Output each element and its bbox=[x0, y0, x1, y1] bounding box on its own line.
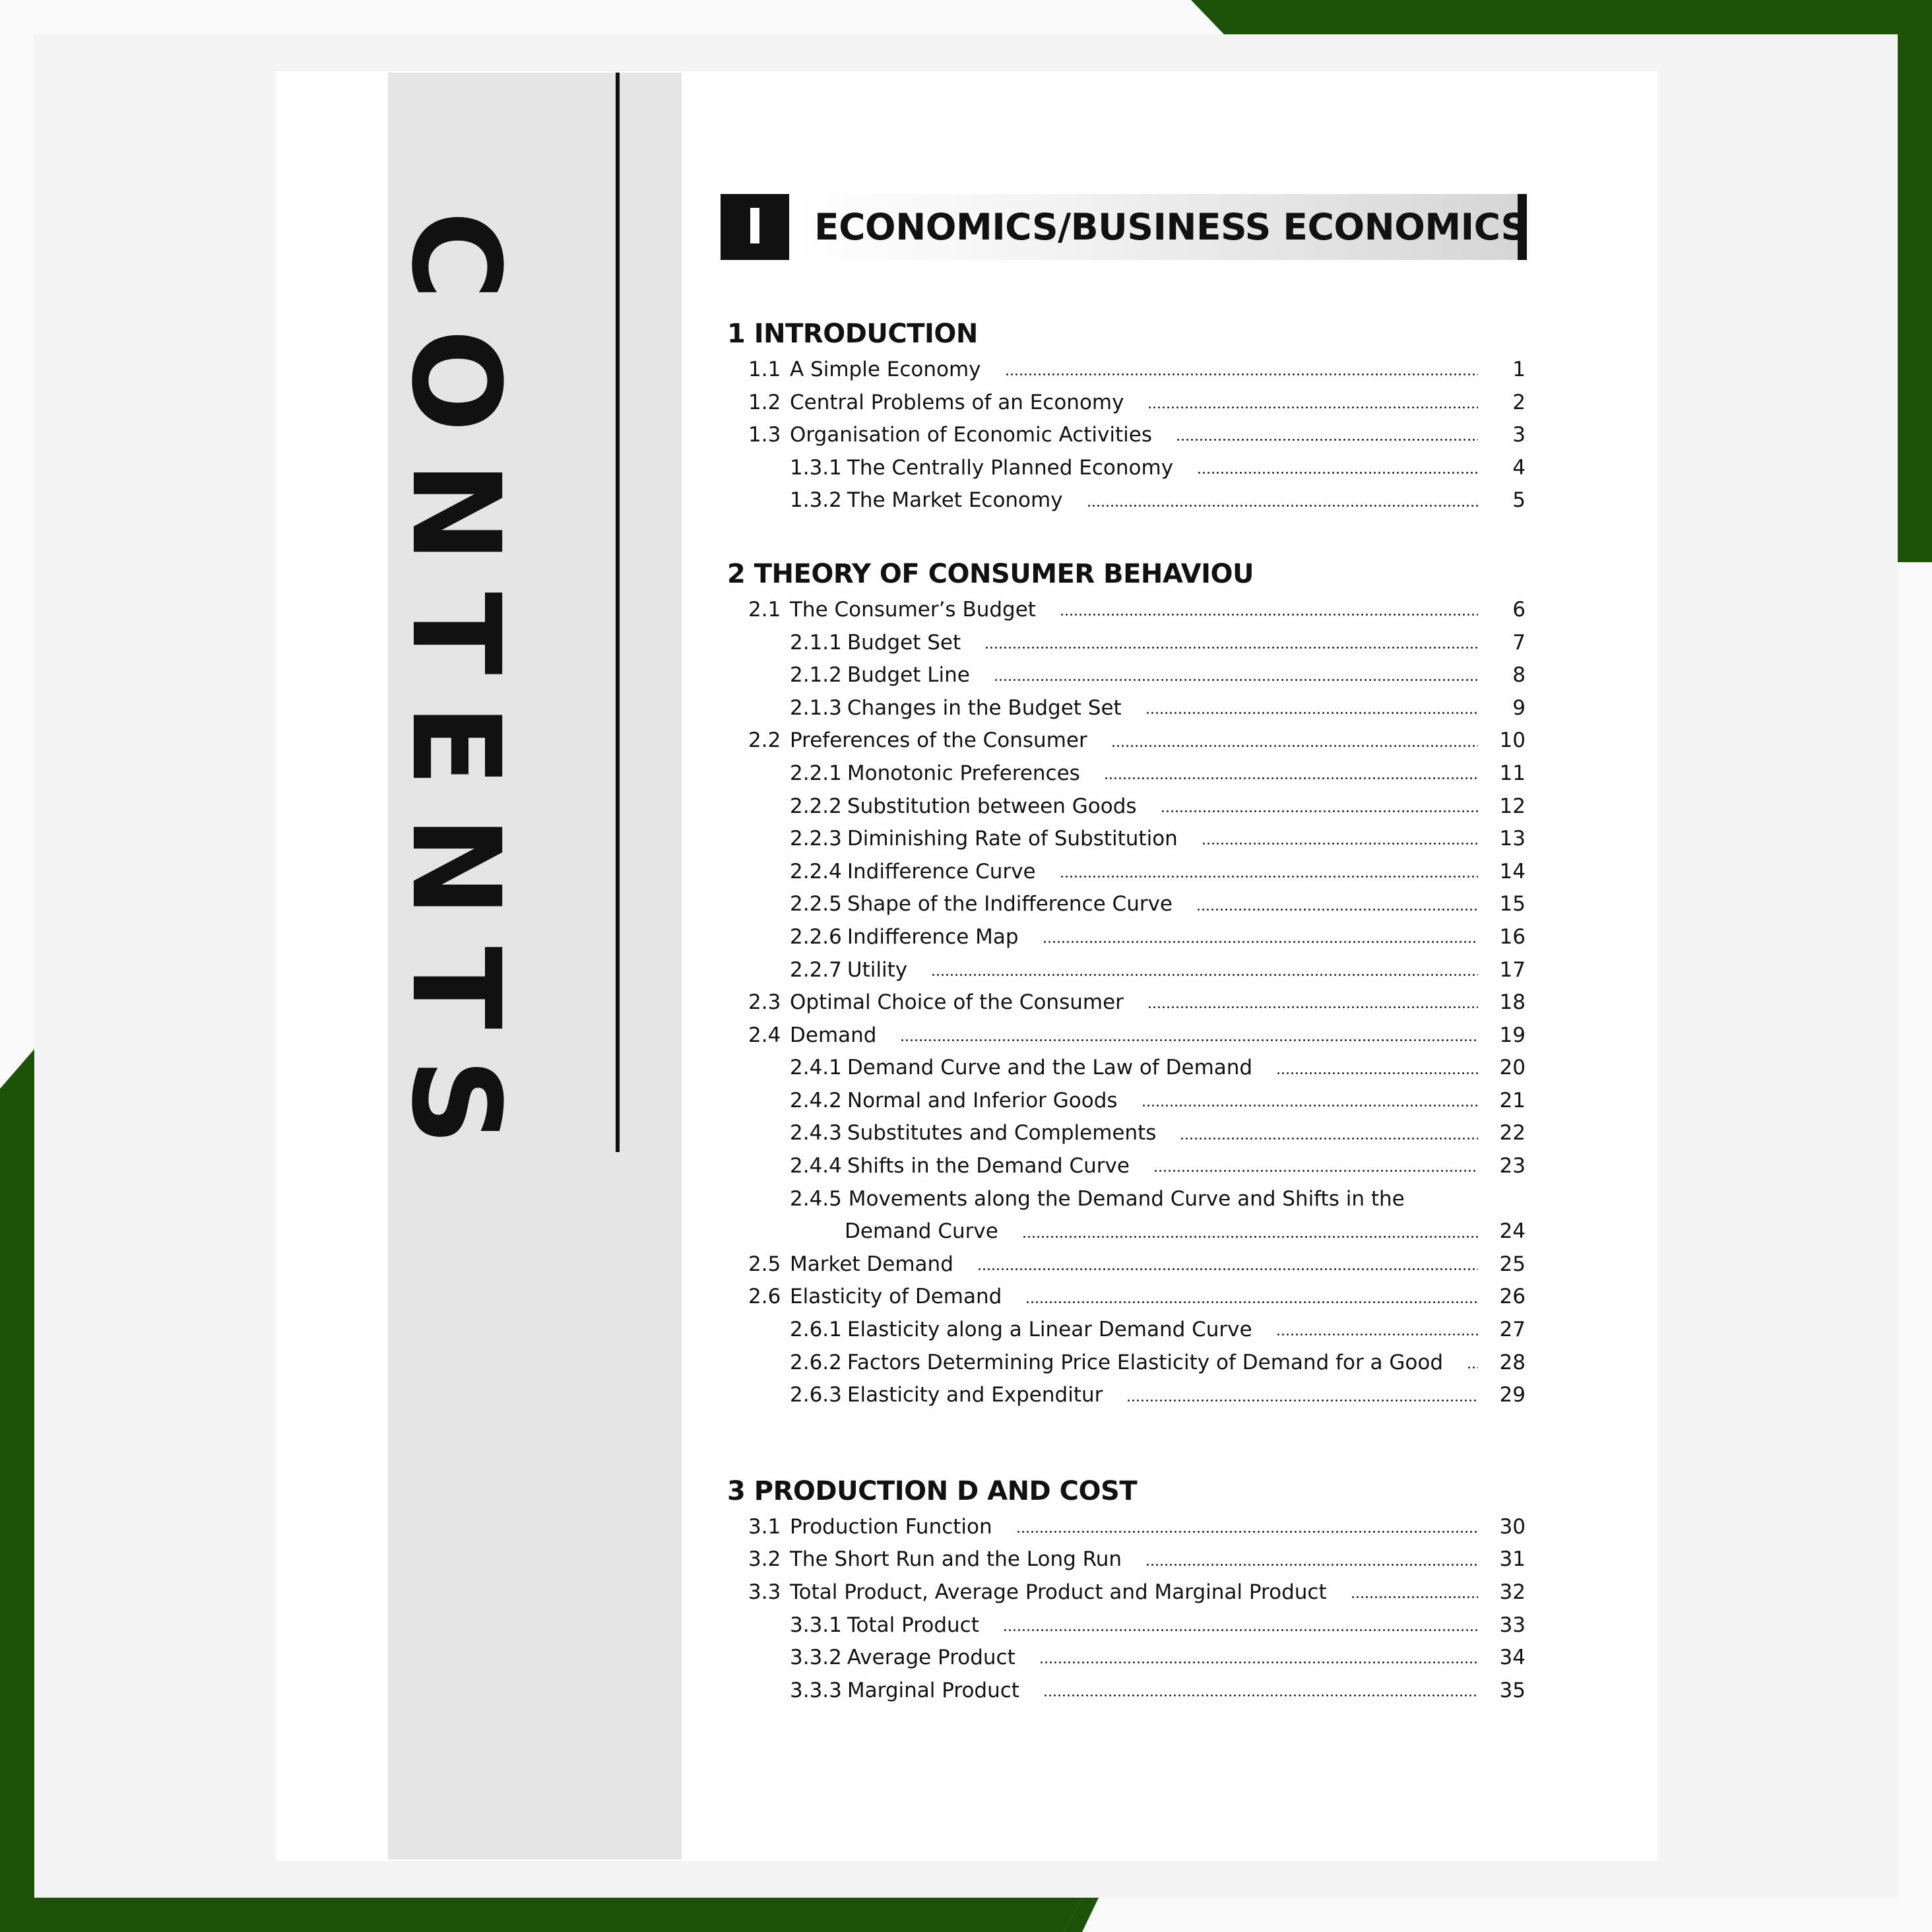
dot-leader bbox=[1022, 1236, 1478, 1238]
toc-entry-number: 3.1 bbox=[748, 1514, 781, 1539]
dot-leader bbox=[1104, 777, 1478, 779]
dot-leader bbox=[1351, 1596, 1478, 1598]
toc-entry-page: 10 bbox=[1499, 728, 1526, 753]
toc-entry bbox=[727, 1347, 1526, 1380]
toc-entry-number: 2.5 bbox=[748, 1252, 781, 1276]
dot-leader bbox=[900, 1039, 1478, 1041]
toc-entry-page: 28 bbox=[1499, 1350, 1526, 1374]
dot-leader bbox=[1196, 909, 1478, 911]
dot-leader bbox=[1003, 1629, 1478, 1631]
dot-leader bbox=[1145, 1564, 1478, 1566]
toc-entry bbox=[727, 1511, 1526, 1544]
dot-leader bbox=[1016, 1531, 1478, 1533]
toc-entry-continuation: Demand Curve bbox=[845, 1219, 998, 1244]
chapter-heading: 1 INTRODUCTION bbox=[727, 319, 978, 349]
toc-entry-number: 3.3.1 bbox=[790, 1613, 842, 1637]
dot-leader bbox=[1060, 876, 1478, 878]
toc-entry-number: 3.3.2 bbox=[790, 1646, 842, 1670]
toc-entry-number: 2.2.7 bbox=[790, 957, 842, 982]
dot-leader bbox=[1197, 472, 1478, 474]
dot-leader bbox=[1126, 1400, 1478, 1401]
toc-entry-number: 2.4.2 bbox=[790, 1088, 842, 1112]
toc-entry-number: 2.4.3 bbox=[790, 1121, 842, 1145]
toc-entry-page: 20 bbox=[1499, 1056, 1526, 1080]
toc-entry-title: Preferences of the Consumer bbox=[790, 728, 1087, 753]
dot-leader bbox=[994, 679, 1478, 681]
dot-leader bbox=[977, 1268, 1478, 1270]
toc-entry-title: Central Problems of an Economy bbox=[790, 390, 1124, 414]
toc-entry-number: 2.2.3 bbox=[790, 827, 842, 851]
toc-entry-title: Elasticity along a Linear Demand Curve bbox=[847, 1318, 1252, 1342]
toc-entry-number: 1.2 bbox=[748, 390, 781, 414]
toc-entry-title: Shape of the Indifference Curve bbox=[847, 892, 1173, 917]
toc-entry-number: 2.4.5 bbox=[790, 1186, 842, 1211]
dot-leader bbox=[1180, 1138, 1478, 1140]
toc-entry-title: Diminishing Rate of Substitution bbox=[847, 827, 1178, 851]
toc-entry-number: 2.2.1 bbox=[790, 761, 842, 785]
toc-entry-page: 21 bbox=[1499, 1088, 1526, 1112]
toc-entry-title: Substitutes and Complements bbox=[847, 1121, 1157, 1145]
table-of-contents bbox=[727, 314, 1526, 1707]
toc-entry bbox=[727, 856, 1526, 889]
toc-entry-title: Budget Line bbox=[847, 663, 970, 688]
side-rule bbox=[616, 73, 620, 1152]
toc-entry-number: 2.1.3 bbox=[790, 695, 842, 720]
toc-entry-page: 27 bbox=[1499, 1318, 1526, 1342]
dot-leader bbox=[1202, 843, 1478, 845]
toc-entry-number: 2.1 bbox=[748, 597, 781, 622]
toc-entry-number: 1.3 bbox=[748, 423, 781, 447]
toc-entry-page: 16 bbox=[1499, 924, 1526, 949]
toc-entry bbox=[727, 1675, 1526, 1708]
toc-entry bbox=[727, 954, 1526, 987]
toc-entry-number: 2.6.3 bbox=[790, 1383, 842, 1407]
toc-entry bbox=[727, 1150, 1526, 1183]
toc-entry-title: Market Demand bbox=[790, 1252, 953, 1276]
toc-entry-page: 23 bbox=[1499, 1154, 1526, 1178]
toc-entry-number: 2.6 bbox=[748, 1285, 781, 1309]
toc-entry bbox=[727, 659, 1526, 692]
toc-entry bbox=[727, 484, 1526, 517]
toc-entry-page: 33 bbox=[1499, 1613, 1526, 1637]
toc-entry-number: 2.2.4 bbox=[790, 859, 842, 884]
dot-leader bbox=[1142, 1105, 1478, 1107]
toc-entry bbox=[727, 452, 1526, 485]
toc-entry-title: Production Function bbox=[790, 1514, 992, 1539]
contents-side-title: CONTENTS bbox=[385, 210, 526, 1175]
toc-entry bbox=[727, 1642, 1526, 1675]
toc-entry-title: Normal and Inferior Goods bbox=[847, 1088, 1118, 1112]
toc-entry bbox=[727, 757, 1526, 790]
toc-entry-number: 2.2.6 bbox=[790, 924, 842, 949]
dot-leader bbox=[1176, 439, 1478, 441]
toc-entry-title: The Short Run and the Long Run bbox=[790, 1547, 1122, 1572]
toc-entry-page: 13 bbox=[1499, 827, 1526, 851]
toc-entry bbox=[727, 354, 1526, 387]
dot-leader bbox=[1145, 712, 1478, 714]
toc-entry-title: The Centrally Planned Economy bbox=[847, 455, 1174, 480]
toc-entry-page: 9 bbox=[1512, 695, 1526, 720]
toc-entry-title: Changes in the Budget Set bbox=[847, 695, 1122, 720]
dot-leader bbox=[1276, 1334, 1478, 1336]
toc-entry bbox=[727, 1215, 1526, 1248]
dot-leader bbox=[1467, 1367, 1478, 1368]
toc-entry bbox=[727, 1609, 1526, 1642]
toc-entry bbox=[727, 387, 1526, 420]
toc-entry-page: 4 bbox=[1512, 455, 1526, 480]
toc-entry bbox=[727, 692, 1526, 725]
dot-leader bbox=[1153, 1170, 1478, 1172]
toc-entry-number: 1.3.2 bbox=[790, 488, 842, 513]
toc-entry-title: Substitution between Goods bbox=[847, 794, 1137, 818]
toc-entry bbox=[727, 823, 1526, 856]
toc-entry bbox=[727, 888, 1526, 921]
toc-entry-number: 2.6.2 bbox=[790, 1350, 842, 1374]
toc-entry-title: Total Product bbox=[847, 1613, 979, 1637]
toc-entry bbox=[727, 1248, 1526, 1281]
toc-entry-page: 31 bbox=[1499, 1547, 1526, 1572]
toc-entry-page: 15 bbox=[1499, 892, 1526, 917]
toc-entry-page: 22 bbox=[1499, 1121, 1526, 1145]
toc-entry-title: Factors Determining Price Elasticity of Demand for a Good bbox=[847, 1350, 1444, 1374]
section-title: ECONOMICS/BUSINESS ECONOMICS bbox=[814, 206, 1527, 248]
toc-entry-title: A Simple Economy bbox=[790, 358, 981, 381]
dot-leader bbox=[1087, 505, 1478, 507]
dot-leader bbox=[1276, 1072, 1478, 1074]
dot-leader bbox=[1147, 1006, 1478, 1008]
toc-entry-number: 2.3 bbox=[748, 990, 781, 1015]
chapter-heading: 2 THEORY OF CONSUMER BEHAVIOU bbox=[727, 558, 1254, 589]
toc-entry bbox=[727, 627, 1526, 660]
toc-entry-page: 3 bbox=[1512, 423, 1526, 447]
toc-entry-number: 2.2.2 bbox=[790, 794, 842, 818]
toc-entry-title: Demand bbox=[790, 1023, 877, 1047]
toc-entry-number: 2.2.5 bbox=[790, 892, 842, 917]
dot-leader bbox=[1147, 406, 1478, 408]
toc-entry bbox=[727, 1314, 1526, 1347]
dot-leader bbox=[1111, 745, 1478, 747]
toc-entry bbox=[727, 594, 1526, 627]
toc-entry-number: 2.4 bbox=[748, 1023, 781, 1047]
toc-entry-number: 2.6.1 bbox=[790, 1318, 842, 1342]
toc-entry-title: Indifference Map bbox=[847, 924, 1019, 949]
toc-entry-page: 32 bbox=[1499, 1580, 1526, 1604]
toc-entry-title: Elasticity of Demand bbox=[790, 1285, 1002, 1309]
toc-entry-title: Organisation of Economic Activities bbox=[790, 423, 1152, 447]
toc-entry-page: 1 bbox=[1512, 358, 1526, 381]
toc-entry-page: 7 bbox=[1512, 630, 1526, 655]
dot-leader bbox=[1043, 1694, 1478, 1696]
toc-entry bbox=[727, 1543, 1526, 1576]
toc-entry-title: Total Product, Average Product and Marginal Product bbox=[790, 1580, 1327, 1604]
toc-entry-page: 24 bbox=[1499, 1219, 1526, 1244]
section-header bbox=[721, 194, 1527, 260]
toc-entry-title: Indifference Curve bbox=[847, 859, 1036, 884]
dot-leader bbox=[984, 647, 1478, 649]
toc-entry-page: 26 bbox=[1499, 1285, 1526, 1309]
toc-entry-page: 14 bbox=[1499, 859, 1526, 884]
toc-entry bbox=[727, 1379, 1526, 1412]
toc-entry-page: 29 bbox=[1499, 1383, 1526, 1407]
dot-leader bbox=[1005, 373, 1478, 375]
toc-entry-number: 2.1.2 bbox=[790, 663, 842, 688]
toc-entry-page: 11 bbox=[1499, 761, 1526, 785]
dot-leader bbox=[1043, 941, 1478, 943]
toc-entry-title: Movements along the Demand Curve and Shifts in the bbox=[848, 1186, 1405, 1211]
toc-entry-page: 17 bbox=[1499, 957, 1526, 982]
toc-entry-title: Utility bbox=[847, 957, 908, 982]
toc-entry-page: 34 bbox=[1499, 1646, 1526, 1670]
dot-leader bbox=[1039, 1661, 1478, 1663]
toc-entry-number: 2.1.1 bbox=[790, 630, 842, 655]
toc-entry bbox=[727, 1576, 1526, 1609]
toc-entry bbox=[727, 921, 1526, 954]
toc-entry-page: 6 bbox=[1512, 597, 1526, 622]
toc-entry-wrapped-line bbox=[727, 1183, 1526, 1216]
toc-entry-number: 2.4.1 bbox=[790, 1056, 842, 1080]
toc-entry-title: Demand Curve and the Law of Demand bbox=[847, 1056, 1253, 1080]
toc-entry-page: 25 bbox=[1499, 1252, 1526, 1276]
toc-entry bbox=[727, 1281, 1526, 1314]
toc-entry-title: Shifts in the Demand Curve bbox=[847, 1154, 1130, 1178]
toc-entry-number: 1.3.1 bbox=[790, 455, 842, 480]
toc-entry bbox=[727, 1085, 1526, 1118]
toc-entry bbox=[727, 1117, 1526, 1150]
dot-leader bbox=[931, 974, 1478, 976]
toc-entry-title: Budget Set bbox=[847, 630, 961, 655]
toc-entry-title: Monotonic Preferences bbox=[847, 761, 1080, 785]
toc-entry-title: Optimal Choice of the Consumer bbox=[790, 990, 1124, 1015]
toc-entry bbox=[727, 790, 1526, 823]
toc-entry-number: 3.3.3 bbox=[790, 1678, 842, 1702]
toc-entry-page: 18 bbox=[1499, 990, 1526, 1015]
toc-entry bbox=[727, 419, 1526, 452]
toc-entry-title: Elasticity and Expenditur bbox=[847, 1383, 1103, 1407]
toc-entry bbox=[727, 724, 1526, 757]
toc-entry-page: 8 bbox=[1512, 663, 1526, 688]
toc-entry-number: 2.4.4 bbox=[790, 1154, 842, 1178]
toc-entry-number: 3.3 bbox=[748, 1580, 781, 1604]
toc-entry-page: 19 bbox=[1499, 1023, 1526, 1047]
toc-entry-number: 3.2 bbox=[748, 1547, 781, 1572]
toc-entry-page: 35 bbox=[1499, 1678, 1526, 1702]
toc-entry-page: 12 bbox=[1499, 794, 1526, 818]
section-title-bar bbox=[797, 194, 1527, 260]
toc-entry-title: The Consumer’s Budget bbox=[790, 597, 1036, 622]
toc-entry-page: 5 bbox=[1512, 488, 1526, 513]
toc-entry-title: Average Product bbox=[847, 1646, 1015, 1670]
dot-leader bbox=[1060, 614, 1478, 616]
toc-entry bbox=[727, 1019, 1526, 1052]
dot-leader bbox=[1161, 810, 1478, 812]
toc-entry-title: Marginal Product bbox=[847, 1678, 1019, 1702]
section-roman-numeral: I bbox=[721, 194, 789, 260]
toc-entry-page: 30 bbox=[1499, 1514, 1526, 1539]
toc-entry-title: The Market Economy bbox=[847, 488, 1063, 513]
toc-entry-number: 2.2 bbox=[748, 728, 781, 753]
dot-leader bbox=[1025, 1301, 1478, 1303]
toc-entry-page: 2 bbox=[1512, 390, 1526, 414]
toc-entry bbox=[727, 1052, 1526, 1085]
toc-entry bbox=[727, 986, 1526, 1019]
chapter-heading: 3 PRODUCTION D AND COST bbox=[727, 1475, 1138, 1506]
toc-entry-number: 1.1 bbox=[748, 358, 781, 381]
